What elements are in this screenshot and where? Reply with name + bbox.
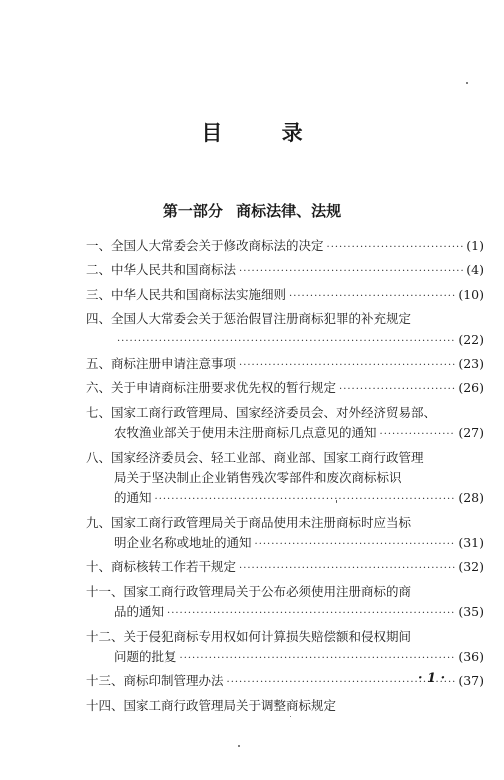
dot-leader — [380, 425, 456, 445]
toc-entry — [86, 513, 484, 554]
toc-entry — [86, 236, 484, 256]
toc-entry-page: (22) — [458, 331, 484, 347]
toc-entry — [86, 582, 484, 623]
page-number: · 1 · — [418, 671, 446, 686]
dot-leader — [117, 332, 455, 352]
toc-entry — [86, 696, 484, 716]
toc-entry-page: (4) — [466, 262, 484, 278]
print-speck — [336, 500, 337, 503]
dot-leader — [255, 535, 456, 555]
print-speck — [238, 745, 240, 747]
toc-entry-page: (26) — [458, 380, 484, 396]
part-heading: 第一部分 商标法律、法规 — [162, 202, 342, 220]
toc-entry-page: (27) — [458, 425, 484, 441]
toc-entry-line — [86, 602, 484, 622]
dot-leader — [180, 649, 456, 669]
dot-leader — [239, 262, 463, 282]
toc-entry-text: 局关于坚决制止企业销售残次零部件和废次商标标识 — [114, 469, 402, 485]
toc-entry-text: 一、全国人大常委会关于修改商标法的决定 — [86, 238, 324, 253]
toc-entry-line — [86, 236, 484, 256]
toc-entry-page: (10) — [458, 286, 484, 302]
toc-entry — [86, 285, 484, 305]
toc-list — [86, 236, 484, 720]
toc-entry-line — [86, 647, 484, 667]
toc-entry-line — [86, 260, 484, 280]
toc-entry-line — [86, 423, 484, 443]
toc-entry-line — [86, 448, 484, 468]
toc-entry-line — [86, 354, 484, 374]
dot-leader — [239, 356, 455, 376]
toc-entry-line — [86, 557, 484, 577]
toc-entry-line — [86, 403, 484, 423]
toc-entry-page: (36) — [458, 649, 484, 665]
toc-entry-text: 品的通知 — [114, 604, 165, 620]
toc-entry-page: (35) — [458, 604, 484, 620]
toc-entry-text: 八、国家经济委员会、轻工业部、商业部、国家工商行政管理 — [86, 449, 424, 465]
toc-entry-text: 十三、商标印制管理办法 — [86, 673, 224, 689]
print-speck — [466, 82, 468, 84]
toc-entry-line — [86, 513, 484, 533]
toc-entry-text: 明企业名称或地址的通知 — [114, 535, 252, 551]
toc-entry-text: 四、全国人大常委会关于惩治假冒注册商标犯罪的补充规定 — [86, 311, 412, 327]
toc-entry-page: (23) — [458, 355, 484, 371]
toc-entry-text: 二、中华人民共和国商标法 — [86, 262, 237, 278]
dot-leader — [167, 604, 455, 624]
dot-leader — [239, 559, 455, 579]
toc-entry-line — [86, 309, 484, 329]
toc-entry — [86, 627, 484, 668]
toc-entry-line — [86, 330, 484, 350]
toc-entry-line — [86, 285, 484, 305]
toc-entry-text: 十四、国家工商行政管理局关于调整商标规定 — [86, 697, 337, 713]
dot-leader — [327, 238, 464, 258]
toc-entry-text: 十二、关于侵犯商标专用权如何计算损失赔偿额和侵权期间 — [86, 628, 412, 644]
toc-entry-text: 十一、国家工商行政管理局关于公布必须使用注册商标的商 — [86, 583, 412, 599]
toc-entry-text: 的通知 — [114, 490, 152, 506]
dot-leader — [155, 490, 456, 510]
toc-entry-line — [86, 488, 484, 508]
toc-entry-text: 五、商标注册申请注意事项 — [86, 355, 237, 371]
toc-entry-line — [86, 627, 484, 647]
toc-entry-page: (32) — [458, 559, 484, 575]
toc-entry-text: 农牧渔业部关于使用未注册商标几点意见的通知 — [114, 425, 377, 441]
toc-entry — [86, 260, 484, 280]
toc-entry — [86, 448, 484, 509]
toc-entry-text: 七、国家工商行政管理局、国家经济委员会、对外经济贸易部、 — [86, 404, 437, 420]
toc-entry-line — [86, 468, 484, 488]
toc-entry — [86, 378, 484, 398]
print-speck — [290, 716, 291, 717]
toc-entry-page: (31) — [458, 535, 484, 551]
toc-entry-text: 六、关于申请商标注册要求优先权的暂行规定 — [86, 380, 337, 396]
toc-entry-line — [86, 378, 484, 398]
toc-entry-page: (28) — [458, 490, 484, 506]
toc-entry-text: 九、国家工商行政管理局关于商品使用未注册商标时应当标 — [86, 514, 412, 530]
toc-entry-page: (37) — [458, 673, 484, 689]
toc-entry-text: 问题的批复 — [114, 649, 177, 665]
toc-entry-page: (1) — [466, 238, 484, 253]
dot-leader — [289, 287, 455, 307]
toc-entry-line — [86, 696, 484, 716]
toc-entry-line — [86, 533, 484, 553]
toc-entry-text: 三、中华人民共和国商标法实施细则 — [86, 286, 287, 302]
toc-entry — [86, 403, 484, 444]
toc-title: 目 录 — [201, 120, 329, 145]
toc-entry — [86, 557, 484, 577]
toc-entry-text: 十、商标核转工作若干规定 — [86, 559, 237, 575]
dot-leader — [339, 380, 455, 400]
toc-entry — [86, 354, 484, 374]
toc-entry — [86, 309, 484, 350]
toc-entry-line — [86, 582, 484, 602]
